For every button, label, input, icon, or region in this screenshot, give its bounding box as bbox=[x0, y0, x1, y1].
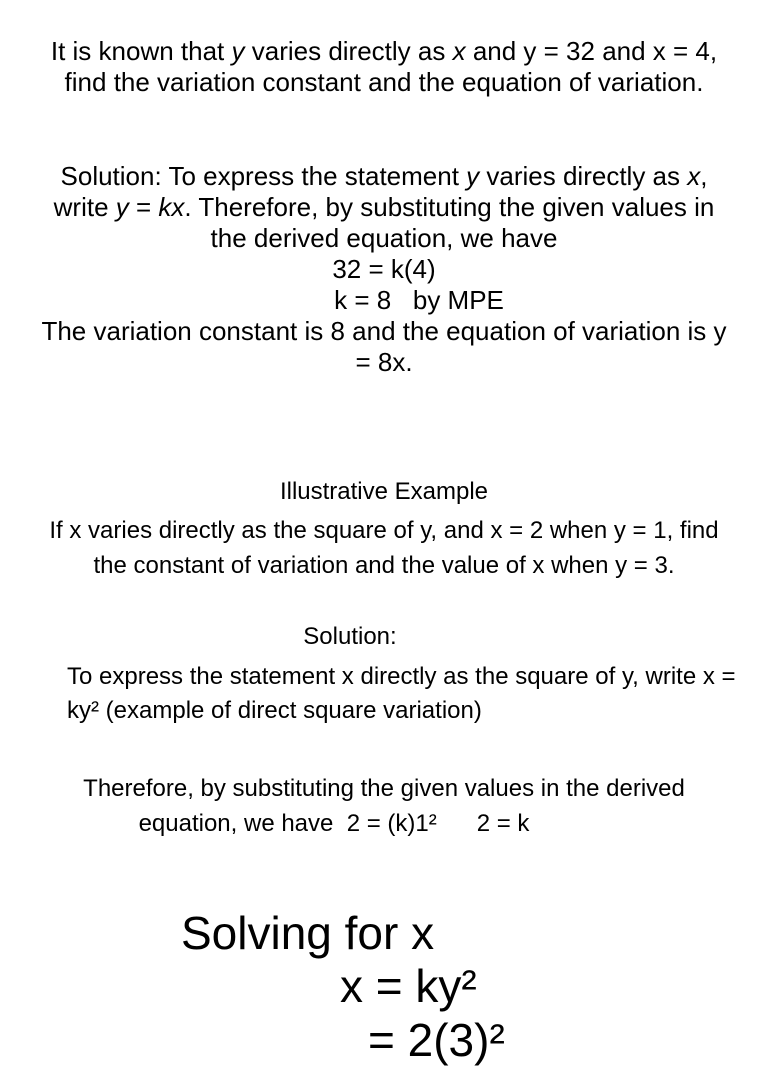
example-problem: If x varies directly as the square of y, and x = 2 when y = 1, find the constant of variation and the value of x when y = 3. bbox=[49, 517, 719, 579]
example-substitution bbox=[0, 771, 768, 841]
formula-line: x = ky² bbox=[340, 960, 477, 1012]
substitution-result: 2 = k bbox=[476, 810, 530, 837]
substitution-cut-line: = 2(3)² bbox=[368, 1014, 505, 1066]
example-solution-text: To express the statement x directly as the square of y, write x = ky² (example of direct square variation) bbox=[67, 663, 736, 724]
problem-1-text: It is known that y varies directly as x and y = 32 and x = 4, find the variation constant and the equation of variation. bbox=[50, 36, 718, 97]
example-solution-label: Solution: bbox=[303, 623, 397, 650]
substitution-line-2: equation, we have 2 = (k)1² 2 = k bbox=[138, 810, 530, 837]
solution-1-step-2: k = 8 by MPE bbox=[334, 285, 504, 315]
solution-1 bbox=[0, 161, 768, 378]
substitution-line-1: Therefore, by substituting the given values in the derived bbox=[83, 775, 685, 802]
solving-heading: Solving for x bbox=[181, 907, 435, 959]
solution-1-conclusion: The variation constant is 8 and the equation of variation is y = 8x. bbox=[41, 316, 727, 377]
example-title: Illustrative Example bbox=[279, 478, 489, 505]
solution-1-step-1: 32 = k(4) bbox=[332, 254, 436, 284]
solution-1-intro: Solution: To express the statement y varies directly as x, write y = kx. Therefore, by substituting the given values in the derived equation, we have bbox=[53, 161, 715, 253]
